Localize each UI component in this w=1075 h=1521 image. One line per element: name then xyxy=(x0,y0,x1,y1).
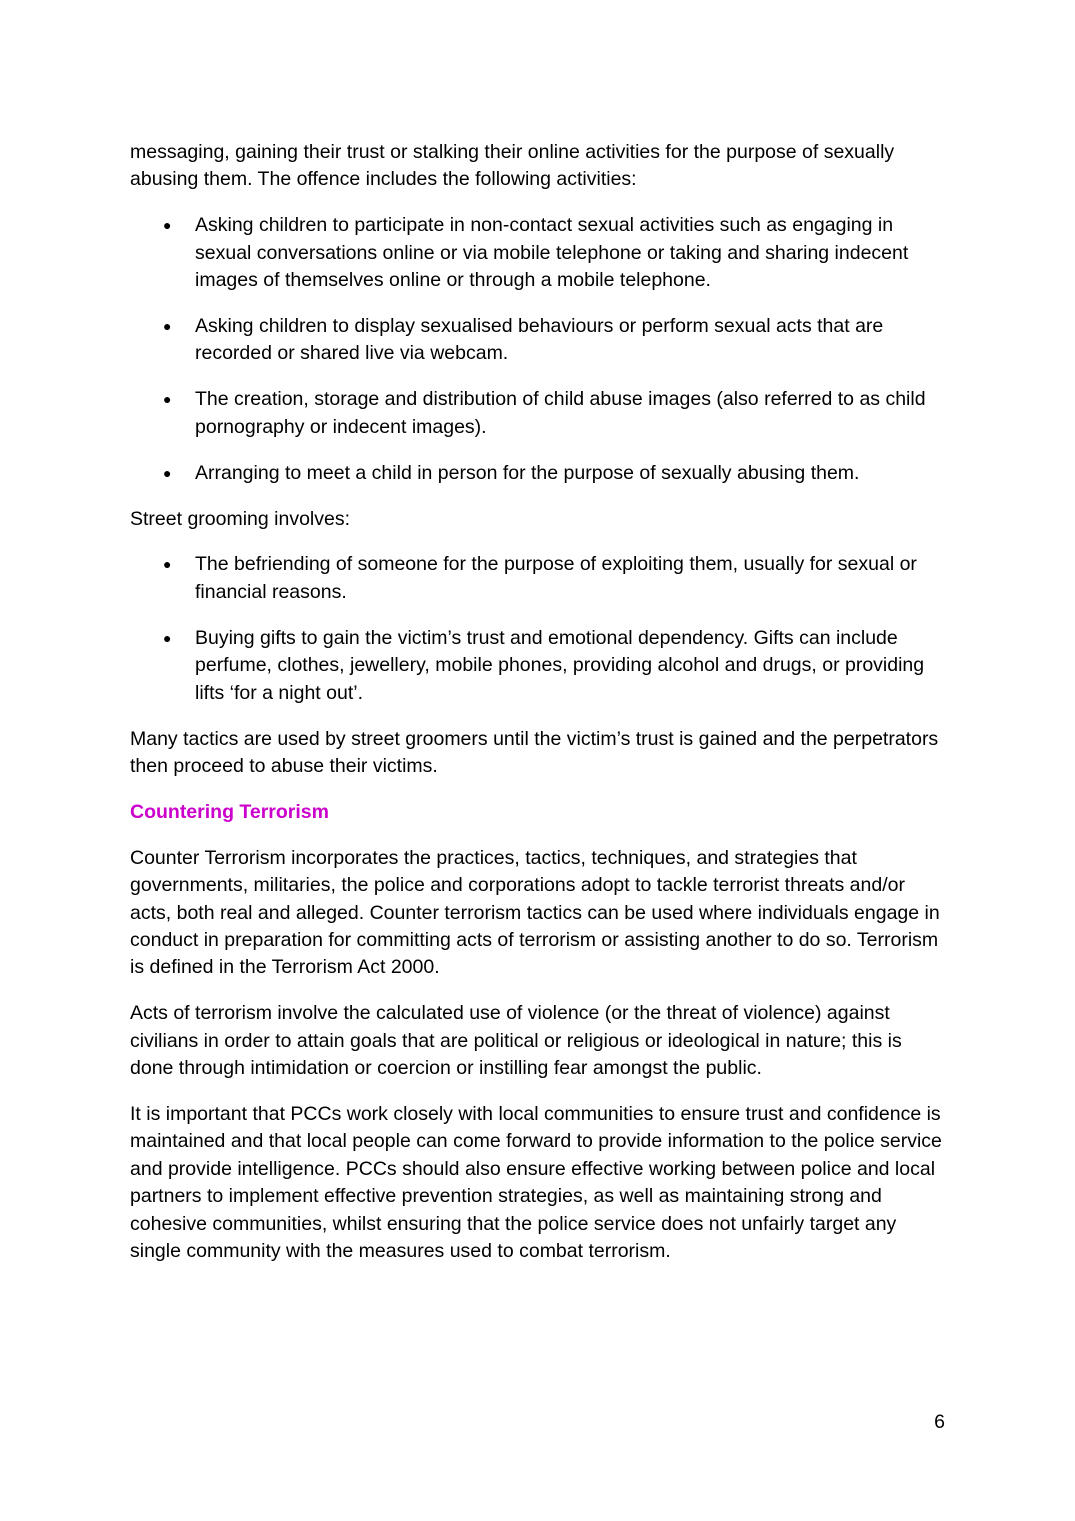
online-activities-list xyxy=(130,212,950,487)
list-item-text: The creation, storage and distribution of child abuse images (also referred to as child pornography or indecent images). xyxy=(195,388,926,438)
section-heading: Countering Terrorism xyxy=(130,800,329,823)
list-item xyxy=(130,386,950,441)
list-item xyxy=(130,625,950,707)
street-grooming-closing: Many tactics are used by street groomers until the victim’s trust is gained and the perpetrators then proceed to abuse their victims. xyxy=(130,727,939,777)
document-body xyxy=(130,139,950,1284)
terrorism-paragraph: Acts of terrorism involve the calculated use of violence (or the threat of violence) against civilians in order to attain goals that are political or religious or ideological in nature; this is done through intimidation or coercion or instilling fear amongst the public. xyxy=(130,1002,902,1080)
terrorism-paragraph: Counter Terrorism incorporates the practices, tactics, techniques, and strategies that governments, militaries, the police and corporations adopt to tackle terrorist threats and/or acts, both real and alleged. Counter terrorism tactics can be used where individuals engage in conduct in preparation for committing acts of terrorism or assisting another to do so. Terrorism is defined in the Terrorism Act 2000. xyxy=(130,846,940,979)
list-item xyxy=(130,551,950,606)
street-grooming-intro: Street grooming involves: xyxy=(130,507,351,530)
list-item-text: Asking children to participate in non-contact sexual activities such as engaging in sexual conversations online or via mobile telephone or taking and sharing indecent images of themselves online or through a mobile telephone. xyxy=(195,214,909,292)
list-item xyxy=(130,212,950,294)
list-item-text: Buying gifts to gain the victim’s trust and emotional dependency. Gifts can include perfume, clothes, jewellery, mobile phones, providing alcohol and drugs, or providing lifts ‘for a night out’. xyxy=(195,626,925,704)
intro-paragraph: messaging, gaining their trust or stalking their online activities for the purpose of sexually abusing them. The offence includes the following activities: xyxy=(130,141,895,191)
list-item xyxy=(130,313,950,368)
bullet-icon: ● xyxy=(163,318,172,335)
list-item xyxy=(130,460,950,487)
bullet-icon: ● xyxy=(163,391,172,408)
page-number: 6 xyxy=(934,1411,945,1433)
list-item-text: Arranging to meet a child in person for the purpose of sexually abusing them. xyxy=(195,461,860,484)
bullet-icon: ● xyxy=(163,556,172,573)
bullet-icon: ● xyxy=(163,629,172,646)
list-item-text: Asking children to display sexualised behaviours or perform sexual acts that are recorded or shared live via webcam. xyxy=(195,315,884,365)
bullet-icon: ● xyxy=(163,217,172,234)
terrorism-paragraph: It is important that PCCs work closely with local communities to ensure trust and confidence is maintained and that local people can come forward to provide information to the police service and provide intelligence. PCCs should also ensure effective working between police and local partners to implement effective prevention strategies, as well as maintaining strong and cohesive communities, whilst ensuring that the police service does not unfairly target any single community with the measures used to combat terrorism. xyxy=(130,1102,942,1262)
list-item-text: The befriending of someone for the purpose of exploiting them, usually for sexual or financial reasons. xyxy=(195,553,917,603)
bullet-icon: ● xyxy=(163,464,172,481)
street-grooming-list xyxy=(130,551,950,707)
